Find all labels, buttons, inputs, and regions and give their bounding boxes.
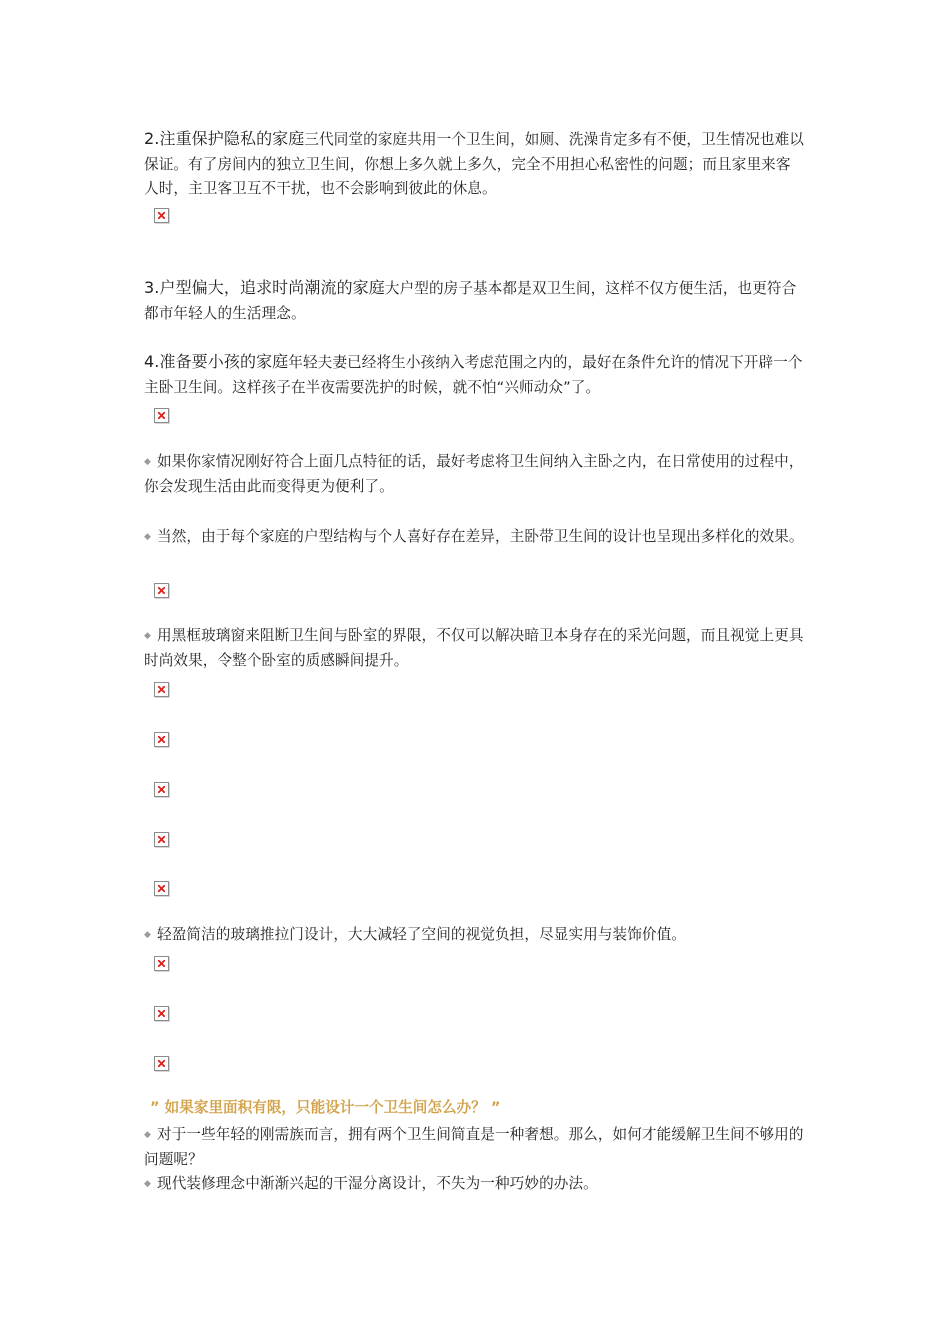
broken-image-icon (154, 408, 169, 423)
paragraph-large-unit (144, 276, 804, 326)
paragraph-text: 三代同堂的家庭共用一个卫生间，如厕、洗澡肯定多有不便，卫生情况也难以保证。有了房间内的独立卫生间，你想上多久就上多久，完全不用担心私密性的问题；而且家里来客人时，主卫客卫互不干扰，也不会影响到彼此的休息。 (144, 131, 804, 197)
broken-image-icon (154, 583, 169, 598)
paragraph-lead: 4.准备要小孩的家庭 (144, 352, 289, 371)
broken-image-icon (154, 832, 169, 847)
broken-image-icon (154, 1056, 169, 1071)
broken-image-icon (154, 881, 169, 896)
broken-image-icon (154, 732, 169, 747)
bullet-icon: ◆ (144, 1179, 152, 1189)
bullet-paragraph (144, 1123, 804, 1172)
bullet-text: 对于一些年轻的刚需族而言，拥有两个卫生间简直是一种奢想。那么，如何才能缓解卫生间不够用的问题呢？ (144, 1126, 804, 1168)
bullet-paragraph (144, 450, 804, 499)
broken-image-icon (154, 208, 169, 223)
bullet-paragraph (144, 624, 804, 673)
bullet-icon: ◆ (144, 457, 152, 467)
paragraph-text: 大户型的房子基本都是双卫生间，这样不仅方便生活，也更符合都市年轻人的生活理念。 (144, 280, 797, 322)
bullet-paragraph (144, 1172, 804, 1197)
bullet-text: 如果你家情况刚好符合上面几点特征的话，最好考虑将卫生间纳入主卧之内，在日常使用的过程中，你会发现生活由此而变得更为便利了。 (144, 453, 804, 495)
quote-heading: ” 如果家里面积有限，只能设计一个卫生间怎么办？ ” (150, 1099, 501, 1116)
paragraph-text: 年轻夫妻已经将生小孩纳入考虑范围之内的，最好在条件允许的情况下开辟一个主卧卫生间。这样孩子在半夜需要洗护的时候，就不怕“兴师动众”了。 (144, 354, 803, 396)
bullet-icon: ◆ (144, 532, 152, 542)
paragraph-lead: 2.注重保护隐私的家庭 (144, 129, 305, 148)
bullet-text: 现代装修理念中渐渐兴起的干湿分离设计，不失为一种巧妙的办法。 (157, 1175, 598, 1192)
broken-image-icon (154, 1006, 169, 1021)
bullet-text: 用黑框玻璃窗来阻断卫生间与卧室的界限，不仅可以解决暗卫本身存在的采光问题，而且视觉上更具时尚效果，令整个卧室的质感瞬间提升。 (144, 627, 804, 669)
bullet-icon: ◆ (144, 631, 152, 641)
broken-image-icon (154, 782, 169, 797)
bullet-paragraph (144, 923, 804, 948)
bullet-icon: ◆ (144, 1130, 152, 1140)
paragraph-privacy (144, 127, 804, 202)
paragraph-planning-children (144, 350, 804, 400)
bullet-paragraph (144, 525, 804, 550)
bullet-icon: ◆ (144, 930, 152, 940)
paragraph-lead: 3.户型偏大，追求时尚潮流的家庭 (144, 278, 385, 297)
broken-image-icon (154, 956, 169, 971)
bullet-text: 当然，由于每个家庭的户型结构与个人喜好存在差异，主卧带卫生间的设计也呈现出多样化的效果。 (157, 528, 804, 545)
broken-image-icon (154, 682, 169, 697)
bullet-text: 轻盈简洁的玻璃推拉门设计，大大减轻了空间的视觉负担，尽显实用与装饰价值。 (157, 926, 687, 943)
